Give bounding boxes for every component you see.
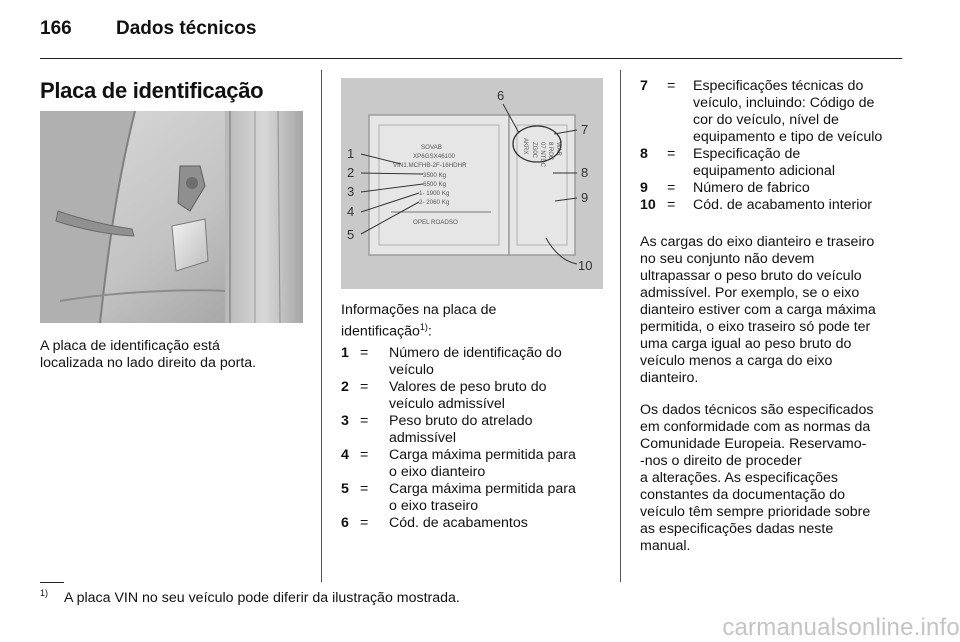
plate-text-gvw: 3500 Kg <box>423 172 447 179</box>
item-text: o eixo dianteiro <box>389 464 486 480</box>
plate-text-spec1: AKRX <box>522 138 528 155</box>
watermark: carmanualsonline.info <box>722 614 960 641</box>
item-number: 6 <box>341 515 349 531</box>
paragraph-line: veículo menos a carga do eixo <box>640 353 833 369</box>
item-text: admissível <box>389 430 457 446</box>
equals-sign: = <box>360 345 369 361</box>
callout-7: 7 <box>581 122 589 137</box>
item-text: Especificação de <box>693 146 801 162</box>
spec-definition-list <box>640 78 905 214</box>
paragraph-line: ultrapassar o peso bruto do veículo <box>640 268 862 284</box>
definition-item <box>341 379 601 413</box>
item-text: Carga máxima permitida para <box>389 447 576 463</box>
equals-sign: = <box>360 481 369 497</box>
id-plate-illustration <box>341 78 603 289</box>
paragraph-line: -nos o direito de proceder <box>640 453 802 469</box>
item-text: Cód. de acabamento interior <box>693 197 873 213</box>
definition-item <box>341 515 601 532</box>
callout-6: 6 <box>497 88 505 103</box>
item-text: Especificações técnicas do <box>693 78 864 94</box>
intro-colon: : <box>427 323 432 340</box>
item-text: Cód. de acabamentos <box>389 515 528 531</box>
plate-text-vin: VIN1.MCFHB-2F-16HDHR <box>393 162 467 169</box>
item-number: 1 <box>341 345 349 361</box>
equals-sign: = <box>667 78 676 94</box>
equals-sign: = <box>667 197 676 213</box>
paragraph-line: admissível. Por exemplo, se o eixo <box>640 285 860 301</box>
page-number: 166 <box>40 18 72 39</box>
callout-3: 3 <box>347 184 355 199</box>
paragraph-line: dianteiro. <box>640 370 699 386</box>
left-text-line: A placa de identificação está <box>40 338 220 354</box>
item-number: 2 <box>341 379 349 395</box>
equals-sign: = <box>667 180 676 196</box>
footnote-ref: 1) <box>419 322 428 332</box>
left-paragraph <box>40 338 256 372</box>
id-plate-drawing <box>341 78 603 289</box>
equals-sign: = <box>360 447 369 463</box>
door-photo-image <box>40 111 303 323</box>
item-text: equipamento adicional <box>693 163 835 179</box>
item-text: equipamento e tipo de veículo <box>693 129 883 145</box>
plate-text-footer: OPEL ROADSO <box>413 219 458 226</box>
plate-text-spec4: 8 ROC <box>547 142 553 161</box>
equals-sign: = <box>360 413 369 429</box>
item-text: veículo admissível <box>389 396 505 412</box>
page-header-title: Dados técnicos <box>116 18 257 39</box>
definition-item <box>640 180 905 197</box>
item-text: Peso bruto do atrelado <box>389 413 533 429</box>
footnote <box>40 590 460 606</box>
definition-item <box>640 146 905 180</box>
paragraph-line: Os dados técnicos são especificados <box>640 402 874 418</box>
plate-definition-list <box>341 345 601 532</box>
item-text: Número de fabrico <box>693 180 810 196</box>
plate-text-code: XP6GSX46100 <box>413 153 455 160</box>
item-number: 3 <box>341 413 349 429</box>
definition-item <box>640 197 905 214</box>
item-number: 10 <box>640 197 656 213</box>
item-number: 4 <box>341 447 349 463</box>
callout-10: 10 <box>578 258 593 273</box>
item-text: Valores de peso bruto do <box>389 379 547 395</box>
item-number: 7 <box>640 78 648 94</box>
section-title: Placa de identificação <box>40 78 264 103</box>
item-number: 5 <box>341 481 349 497</box>
item-number: 9 <box>640 180 648 196</box>
item-text: Número de identificação do <box>389 345 562 361</box>
item-number: 8 <box>640 146 648 162</box>
callout-1: 1 <box>347 146 355 161</box>
paragraph-line: a alterações. As especificações <box>640 470 838 486</box>
definition-item <box>341 413 601 447</box>
item-text: Carga máxima permitida para <box>389 481 576 497</box>
axle-load-paragraph <box>640 234 876 387</box>
paragraph-line: veículo têm sempre prioridade sobre <box>640 504 871 520</box>
paragraph-line: dianteiro estiver com a carga máxima <box>640 302 876 318</box>
definition-item <box>341 447 601 481</box>
footnote-mark: 1) <box>40 588 49 598</box>
footnote-text: A placa VIN no seu veículo pode diferir da ilustração mostrada. <box>63 590 460 606</box>
plate-text-gtw: 6500 Kg <box>423 181 447 188</box>
paragraph-line: constantes da documentação do <box>640 487 846 503</box>
callout-8: 8 <box>581 165 589 180</box>
plate-text-axle1: 1- 1900 Kg <box>419 190 450 197</box>
paragraph-line: manual. <box>640 538 691 554</box>
item-text: veículo, incluindo: Código de <box>693 95 875 111</box>
paragraph-line: permitida, o eixo traseiro só pode ter <box>640 319 871 335</box>
column-divider-right <box>620 70 621 582</box>
plate-text-spec3: 07 NTDC <box>539 142 545 168</box>
equals-sign: = <box>667 146 676 162</box>
paragraph-line: em conformidade com as normas da <box>640 419 871 435</box>
definition-item <box>640 78 905 146</box>
paragraph-line: uma carga igual ao peso bruto do <box>640 336 852 352</box>
left-text-line: localizada no lado direito da porta. <box>40 355 257 371</box>
equals-sign: = <box>360 379 369 395</box>
paragraph-line: no seu conjunto não devem <box>640 251 815 267</box>
item-text: o eixo traseiro <box>389 498 479 514</box>
paragraph-line: Comunidade Europeia. Reservamo- <box>640 436 867 452</box>
plate-info-intro <box>341 302 496 341</box>
header-rule <box>40 58 902 59</box>
callout-5: 5 <box>347 227 355 242</box>
item-text: cor do veículo, nível de <box>693 112 839 128</box>
intro-line: identificação <box>341 323 420 340</box>
plate-text-spec2: ZG0C <box>531 142 537 159</box>
door-photo-drawing <box>40 111 303 323</box>
callout-4: 4 <box>347 204 355 219</box>
eu-standards-paragraph <box>640 402 873 555</box>
plate-text-spec5: WAR <box>555 142 561 156</box>
item-text: veículo <box>389 362 434 378</box>
callout-9: 9 <box>581 190 589 205</box>
plate-text-axle2: 2- 2060 Kg <box>419 199 450 206</box>
intro-line: Informações na placa de <box>341 302 497 318</box>
plate-text-sovab: SOVAB <box>421 144 442 151</box>
footnote-rule <box>40 582 64 583</box>
definition-item <box>341 481 601 515</box>
callout-2: 2 <box>347 165 355 180</box>
column-divider-left <box>321 70 322 582</box>
paragraph-line: As cargas do eixo dianteiro e traseiro <box>640 234 875 250</box>
definition-item <box>341 345 601 379</box>
equals-sign: = <box>360 515 369 531</box>
paragraph-line: as especificações dadas neste <box>640 521 834 537</box>
